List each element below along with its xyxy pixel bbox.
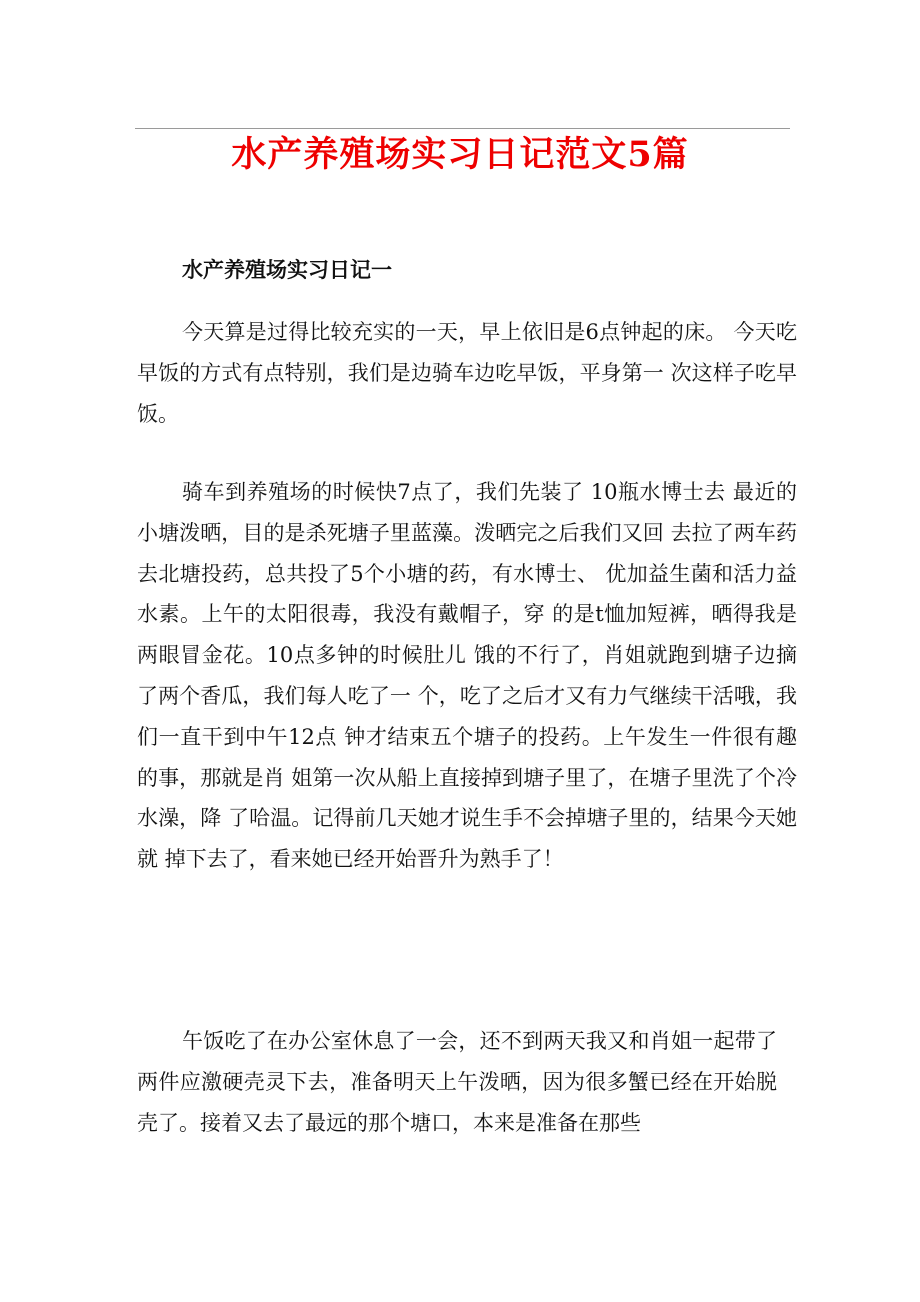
section-heading: 水产养殖场实习日记一 [182, 258, 392, 282]
paragraph-1: 今天算是过得比较充实的一天，早上依旧是6点钟起的床。 今天吃早饭的方式有点特别，我们是边骑车边吃早饭，平身第一 次这样子吃早饭。 [137, 320, 797, 426]
paragraph-2: 骑车到养殖场的时候快7点了，我们先装了 10瓶水博士去 最近的小塘泼晒，目的是杀死塘子里蓝藻。泼晒完之后我们又回 去拉了两车药去北塘投药，总共投了5个小塘的药，有水博士、 优加益生菌和活力益水素。上午的太阳很毒，我没有戴帽子，穿 的是t恤加短裤，晒得我是两眼冒金花。10点多钟的时候肚儿 饿的不行了，肖姐就跑到塘子边摘了两个香瓜，我们每人吃了一 个，吃了之后才又有力气继续干活哦，我们一直干到中午12点 钟才结束五个塘子的投药。上午发生一件很有趣的事，那就是肖 姐第一次从船上直接掉到塘子里了，在塘子里洗了个冷水澡，降 了哈温。记得前几天她才说生手不会掉塘子里的，结果今天她就 掉下去了，看来她已经开始晋升为熟手了！ [137, 480, 797, 872]
paragraph-3: 午饭吃了在办公室休息了一会，还不到两天我又和肖姐一起带了两件应激硬壳灵下去，准备明天上午泼晒，因为很多蟹已经在开始脱壳了。接着又去了最远的那个塘口，本来是准备在那些 [137, 1029, 777, 1135]
header-rule [135, 128, 790, 129]
document-title: 水产养殖场实习日记范文5篇 [231, 134, 689, 175]
